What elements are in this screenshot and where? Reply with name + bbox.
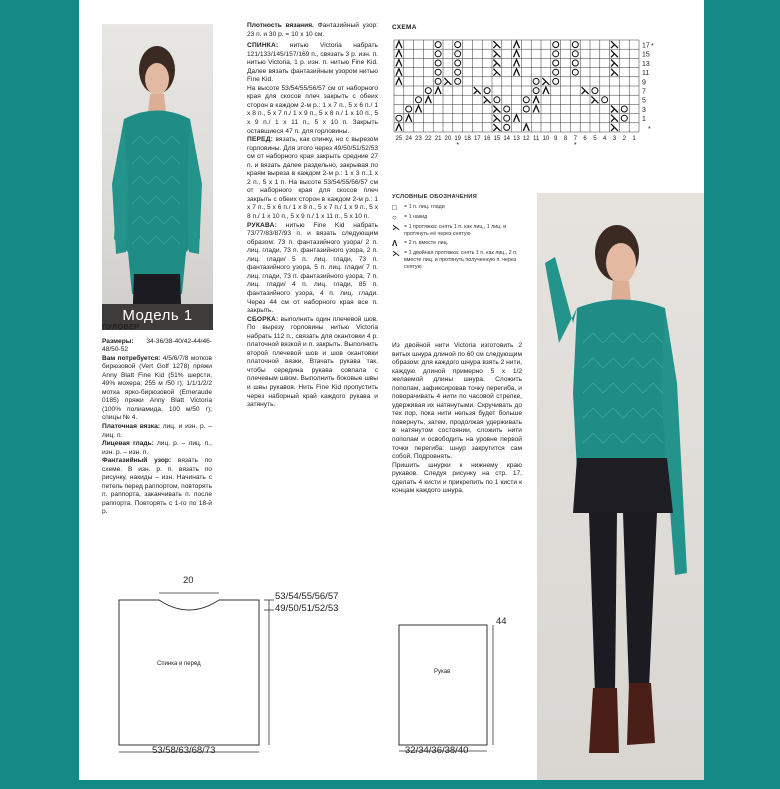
ssk-icon: ⋋ <box>392 222 400 232</box>
chart-col-number: 14 <box>503 136 511 142</box>
fantasy-label: Фантазийный узор: <box>102 457 172 465</box>
chart-col-number: 9 <box>554 136 558 142</box>
chart-col-number: 22 <box>424 136 432 142</box>
chart-col-number: 24 <box>405 136 413 142</box>
chart-ssk-mark <box>611 124 618 131</box>
chart-k2tog-mark <box>425 96 431 103</box>
model-figure-icon <box>102 24 213 330</box>
chart-k2tog-mark <box>435 87 441 94</box>
chart-col-number: 21 <box>434 136 442 142</box>
chart-k2tog-mark <box>533 106 539 113</box>
legend-item <box>392 250 532 270</box>
text-column-1 <box>102 323 212 517</box>
chart-ssk-mark <box>493 69 500 76</box>
chart-col-number: 4 <box>603 136 607 142</box>
chart-col-number: 6 <box>583 136 587 142</box>
chart-row-number: 17 <box>642 42 650 50</box>
density-label: Плотность вязания. <box>247 22 314 29</box>
chart-ssk-mark <box>611 41 618 48</box>
chart-ssk-mark <box>591 96 598 103</box>
materials-value: 4/5/6/7/8 мотков бирюзовой (Vert Golf 1278) пряжи Anny Blatt Fine Kid (51% шерсти, 49% мохера; 255 м /50 г); 1/1/1/2/2 мотка ярко-бирюзовой (Emeraude 0185) пряжи Anny Blatt Victoria (100% полиамида, 100 м/50 г); спицы № 4. <box>102 354 212 422</box>
chart-star-mark: * <box>648 126 651 133</box>
chart-yarnover-mark <box>533 78 539 84</box>
chart-yarnover-mark <box>494 97 500 103</box>
chart-col-number: 20 <box>444 136 452 142</box>
density-value: Фантазийный узор: 23 п. и 30 р. = 10 х 10 см. <box>247 22 378 38</box>
legend-title: УСЛОВНЫЕ ОБОЗНАЧЕНИЯ <box>392 194 477 200</box>
legend-text: = 1 накид <box>404 213 428 220</box>
chart-row-number: 11 <box>642 70 650 78</box>
chart-yarnover-mark <box>572 51 578 57</box>
legend-item <box>392 214 532 221</box>
assembly-label: СБОРКА: <box>247 315 279 323</box>
back-label: СПИНКА: <box>247 42 279 50</box>
chart-col-number: 3 <box>612 136 617 142</box>
body-height-1: 53/54/55/56/57 <box>275 591 339 602</box>
front-value: вязать, как спинку, но с вырезом горловины. Для этого через 49/50/51/52/53 см от наборного края закрыть средние 27 п. и вязать далее раздельно, закрывая по краям выреза в каждом 2-м р.: 1 х 3 п.,1 х 2 п., 5 х 1 п. На высоте 53/54/55/56/57 см от наборного края для скосов плеч закрыть с обеих сторон в каждом 2-м р.: 1 х 7 п., 5 х 6 п./ 1 х 8 п., 5 х 7 п./ 1 х 9 п., 5 х 8 п./ 1 х 10 п., 5 х 9 п./ 1 х 11 п., 5 х 10 п. <box>247 136 378 221</box>
legend-text: = 1 двойная протяжка: снять 1 п. как лиц., 2 п. вместе лиц. и протянуть полученную п. через снятую <box>404 250 518 270</box>
chart-col-number: 2 <box>622 136 626 142</box>
chart-row-number: 9 <box>642 79 646 87</box>
chart-ssk-mark <box>611 69 618 76</box>
front-label: ПЕРЕД: <box>247 136 274 144</box>
chart-row-number: 15 <box>642 51 650 59</box>
chart-col-number: 7 <box>573 136 577 142</box>
chart-yarnover-mark <box>523 97 529 103</box>
chart-col-number: 8 <box>563 136 568 142</box>
body-height-2: 49/50/51/52/53 <box>275 603 339 614</box>
materials-label: Вам потребуется: <box>102 354 161 362</box>
chart-ssk-mark <box>444 78 451 85</box>
chart-k2tog-mark <box>523 124 529 131</box>
cords-text: Из двойной нити Victoria изготовить 2 витых шнура длиной по 60 см следующим образом: для каждого шнура взять 2 нити, каждую длиной примерно 5 х 1/2 желаемой длины шнура. Сложить пополам, зафиксировав точку перегиба, и поворачивать 4 нити по часовой стрелке, удерживая их натянутыми. Скручивать до тех пор, пока нити нельзя будет больше повернуть, затем, продолжая удерживать в натянутом состоянии, сложить нити пополам и освободить на уровне первой точки перегиба: шнур закрутится сам собой. Подровнять. <box>392 342 522 461</box>
chart-col-number: 23 <box>415 136 422 142</box>
chart-star-mark: * <box>456 142 460 149</box>
chart-ssk-mark <box>493 50 500 57</box>
chart-col-number: 15 <box>493 136 501 142</box>
chart-yarnover-mark <box>572 60 578 66</box>
knitting-chart <box>392 38 652 152</box>
chart-yarnover-mark <box>435 69 441 75</box>
chart-yarnover-mark <box>504 115 510 121</box>
chart-ssk-mark <box>542 78 549 85</box>
chart-yarnover-mark <box>455 51 461 57</box>
chart-ssk-mark <box>611 60 618 67</box>
chart-yarnover-mark <box>504 124 510 130</box>
legend-item <box>392 224 532 238</box>
model-photo-1 <box>102 24 213 330</box>
chart-star-mark: * <box>573 142 577 149</box>
platochnaya-label: Платочная вязка: <box>102 423 160 431</box>
chart-yarnover-mark <box>435 60 441 66</box>
chart-yarnover-mark <box>553 60 559 66</box>
chart-yarnover-mark <box>592 88 598 94</box>
chart-k2tog-mark <box>416 106 422 113</box>
body-pattern-diagram <box>109 590 344 760</box>
platochnaya-value: лиц. и изн. р. – лиц. п. <box>102 423 212 439</box>
chart-yarnover-mark <box>455 78 461 84</box>
text-column-3 <box>392 342 522 496</box>
chart-yarnover-mark <box>435 42 441 48</box>
chart-yarnover-mark <box>553 78 559 84</box>
chart-ssk-mark <box>493 41 500 48</box>
chart-ssk-mark <box>493 124 500 131</box>
back-value: нитью Victoria набрать 121/133/145/157/169 п., связать 3 р. изн. п. нитью Victoria, 1 р. изн. п. нитью Fine Kid. Далее вязать фантазийным узором нитью Fine Kid. <box>247 42 378 84</box>
chart-k2tog-mark <box>514 41 520 48</box>
chart-row-number: 3 <box>642 106 646 114</box>
chart-yarnover-mark <box>396 115 402 121</box>
legend <box>392 194 532 271</box>
chart-ssk-mark <box>484 96 491 103</box>
chart-k2tog-mark <box>396 69 402 76</box>
chart-k2tog-mark <box>543 87 549 94</box>
chart-col-number: 19 <box>454 136 462 142</box>
chart-ssk-mark <box>493 115 500 122</box>
sleeve-pattern-label: Рукав <box>434 669 451 675</box>
model-figure-2-icon <box>537 193 704 780</box>
sleeve-width: 32/34/36/38/40 <box>405 745 469 756</box>
chart-yarnover-mark <box>553 42 559 48</box>
chart-yarnover-mark <box>572 42 578 48</box>
fantasy-value: вязать по схеме. В изн. р. п. вязать по рисунку, накиды – изн. Начинать с петель перед раппортом, повторять п. раппорта, заканчивать п. после раппорта. Повторять с 1-го по 18-й р. <box>102 457 212 516</box>
legend-item <box>392 240 532 247</box>
chart-col-number: 10 <box>542 136 550 142</box>
chart-yarnover-mark <box>572 69 578 75</box>
chart-yarnover-mark <box>455 69 461 75</box>
sleeve-pattern-diagram <box>394 615 504 765</box>
chart-yarnover-mark <box>504 106 510 112</box>
chart-ssk-mark <box>611 106 618 113</box>
chart-k2tog-mark <box>396 60 402 67</box>
chart-k2tog-mark <box>396 78 402 85</box>
legend-text: = 1 протяжка: снять 1 п. как лиц., 1 лиц. и протянуть её через снятую <box>404 223 507 237</box>
chart-ssk-mark <box>493 60 500 67</box>
chart-col-number: 5 <box>593 136 597 142</box>
chart-yarnover-mark <box>425 88 431 94</box>
legend-text: = 1 п. лиц. глади <box>404 203 445 210</box>
k2tog-icon: Λ <box>392 239 398 249</box>
double-dec-icon: ⋋ <box>392 249 400 259</box>
chart-yarnover-mark <box>406 106 412 112</box>
chart-k2tog-mark <box>396 41 402 48</box>
sleeves-value: нитью Fine Kid набрать 73/77/83/87/93 п. и вязать следующим образом: 73 п. фантазийного узора/ 2 п. лиц. глади, 73 п. фантазийного узора, 2 п. лиц. глади/ 5 п. лиц. глади, 73 п. фантазийного узора, 5 п. лиц. глади/ 7 п. лиц. глади, 73 п. фантазийного узора, 7 п. лиц. глади/ 4 п. лиц. глади, 85 п. фантазийного узора, 4 п. лиц. глади. Через 44 см от наборного края все п. закрыть. <box>247 221 378 315</box>
model-photo-2 <box>537 193 704 780</box>
chart-row-number: 7 <box>642 88 646 96</box>
sizes-value: 34-36/38-40/42-44/46-48/50-52 <box>102 337 212 354</box>
body-bottom-width: 53/58/63/68/73 <box>152 745 216 756</box>
chart-yarnover-mark <box>435 51 441 57</box>
chart-k2tog-mark <box>406 115 412 122</box>
square-icon: □ <box>392 202 397 212</box>
chart-yarnover-mark <box>533 88 539 94</box>
chart-k2tog-mark <box>396 124 402 131</box>
body-top-width: 20 <box>183 575 194 586</box>
chart-col-number: 12 <box>522 136 530 142</box>
chart-k2tog-mark <box>533 96 539 103</box>
chart-yarnover-mark <box>602 97 608 103</box>
chart-yarnover-mark <box>435 78 441 84</box>
assembly-value: выполнить один плечевой шов. По вырезу горловины нитью Victoria набрать 112 п., связать для окантовки 4 р. платочной вязкой и п. закрыть. Выполнить второй плечевой шов и шов окантовки платочной вязки. Втачать рукава так, чтобы середина рукава совпала с плечевым швом. Выполнить боковые швы и швы рукавов. Нить Fine Kid пропустить через наборный край каждого рукава и затянуть. <box>247 315 378 409</box>
gladi-label: Лицевая гладь: <box>102 440 154 448</box>
chart-k2tog-mark <box>514 60 520 67</box>
chart-yarnover-mark <box>455 42 461 48</box>
chart-k2tog-mark <box>514 50 520 57</box>
chart-ssk-mark <box>611 115 618 122</box>
body-pattern-label: Спинка и перед <box>157 661 201 667</box>
photo-caption: Модель 1 <box>122 307 193 324</box>
circle-icon: ○ <box>392 212 397 222</box>
chart-yarnover-mark <box>523 106 529 112</box>
legend-text: = 2 п. вместе лиц. <box>404 240 449 247</box>
chart-yarnover-mark <box>484 88 490 94</box>
chart-ssk-mark <box>474 87 481 94</box>
chart-k2tog-mark <box>514 69 520 76</box>
sleeve-height: 44 <box>496 616 507 627</box>
chart-star-mark: * <box>651 43 654 50</box>
back-text-2: На высоте 53/54/55/56/57 см от наборного края для скосов плеч закрыть с обеих сторон в каждом 2-м р.: 1 х 7 п., 5 х 6 п./ 1 х 8 п., 5 х 7 п./ 1 х 9 п., 5 х 8 п./ 1 х 10 п., 5 х 9 п./ 1 х 11 п., 5 х 10 п. Закрыть оставшиеся 47 п. для горловины. <box>247 84 378 135</box>
chart-yarnover-mark <box>553 51 559 57</box>
chart-col-number: 17 <box>473 136 481 142</box>
chart-k2tog-mark <box>396 50 402 57</box>
chart-row-number: 13 <box>642 60 650 68</box>
chart-yarnover-mark <box>416 97 422 103</box>
chart-ssk-mark <box>582 87 589 94</box>
chart-yarnover-mark <box>621 106 627 112</box>
chart-ssk-mark <box>611 50 618 57</box>
chart-yarnover-mark <box>621 115 627 121</box>
chart-row-number: 1 <box>642 116 646 124</box>
chart-ssk-mark <box>493 106 500 113</box>
text-column-2 <box>247 22 378 410</box>
sizes-label: Размеры: <box>102 337 134 345</box>
chart-yarnover-mark <box>553 69 559 75</box>
chart-col-number: 13 <box>513 136 520 142</box>
chart-col-number: 11 <box>532 136 540 142</box>
chart-col-number: 18 <box>464 136 471 142</box>
chart-col-number: 16 <box>483 136 491 142</box>
cords-text-2: Пришить шнурки к нижнему краю рукавов. Следуя рисунку на стр. 17, сделать 4 кисти и прикрепить по 1 кисти к концам каждого шнура. <box>392 461 522 495</box>
pattern-title: ПУЛОВЕР <box>102 322 140 331</box>
chart-k2tog-mark <box>514 115 520 122</box>
chart-row-number: 5 <box>642 97 646 105</box>
gladi-value: лиц. р. – лиц. п., изн. р. – изн. п. <box>102 440 212 456</box>
magazine-page <box>79 0 704 780</box>
sleeves-label: РУКАВА: <box>247 221 277 229</box>
scheme-title: СХЕМА <box>392 24 417 31</box>
legend-item <box>392 204 532 211</box>
chart-col-number: 25 <box>395 136 403 142</box>
chart-col-number: 1 <box>632 136 636 142</box>
chart-yarnover-mark <box>455 60 461 66</box>
